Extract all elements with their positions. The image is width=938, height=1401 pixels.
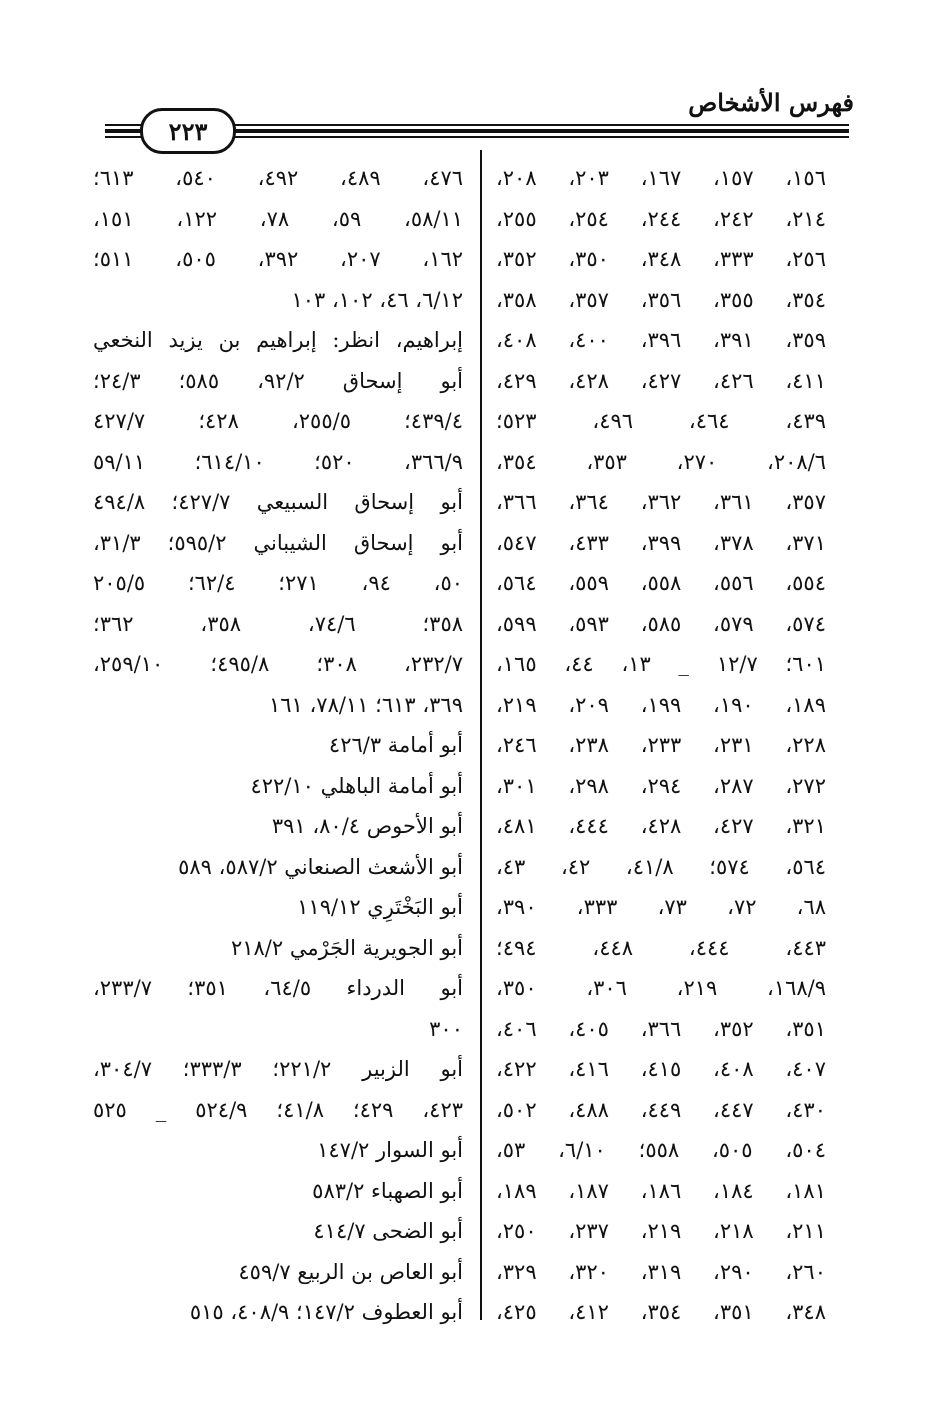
index-line: أبو العطوف ١٤٧/٢؛ ٤٠٨/٩، ٥١٥ bbox=[189, 1300, 463, 1324]
index-line: ٣٥١، ٣٥٢، ٣٦٦، ٤٠٥، ٤٠٦، bbox=[496, 1016, 826, 1041]
index-line: ٦٨، ٧٢، ٧٣، ٣٣٣، ٣٩٠، bbox=[496, 895, 826, 919]
page-number-badge bbox=[140, 108, 236, 154]
index-line: ٣٤٨، ٣٥١، ٣٥٤، ٤١٢، ٤٢٥، bbox=[496, 1300, 826, 1324]
index-line: ٣٥٨؛ ٧٤/٦، ٣٥٨، ٣٦٢؛ bbox=[93, 611, 463, 636]
index-line: إبراهيم، انظر: إبراهيم بن يزيد النخعي bbox=[93, 328, 463, 352]
index-line: ٤٣٩، ٤٦٤، ٤٩٦، ٥٢٣؛ bbox=[496, 409, 826, 433]
index-line: أبو السوار ١٤٧/٢ bbox=[317, 1138, 463, 1162]
index-line: ٤٣٠، ٤٤٧، ٤٤٩، ٤٨٨، ٥٠٢، bbox=[496, 1097, 826, 1122]
index-line: ٢١٤، ٢٤٢، ٢٤٤، ٢٥٤، ٢٥٥، bbox=[496, 206, 826, 231]
index-line: ٣٥٤، ٣٥٥، ٣٥٦، ٣٥٧، ٣٥٨، bbox=[496, 287, 826, 312]
index-line: ٣٢١، ٤٢٧، ٤٢٨، ٤٤٤، ٤٨١، bbox=[496, 814, 826, 838]
index-line: ٢٠٨/٦، ٢٧٠، ٣٥٣، ٣٥٤، bbox=[496, 449, 826, 474]
index-line: ١٨٩، ١٩٠، ١٩٩، ٢٠٩، ٢١٩، bbox=[496, 692, 826, 717]
index-line: ٥٧٤، ٥٧٩، ٥٨٥، ٥٩٣، ٥٩٩، bbox=[496, 611, 826, 636]
right-column bbox=[496, 158, 826, 1333]
page-number: ٢٢٣ bbox=[168, 116, 208, 146]
index-line: ٢١١، ٢١٨، ٢١٩، ٢٣٧، ٢٥٠، bbox=[496, 1219, 826, 1243]
index-line: ٥٥٤، ٥٥٦، ٥٥٨، ٥٥٩، ٥٦٤، bbox=[496, 571, 826, 595]
index-line: أبو البَخْتَرِي ١١٩/١٢ bbox=[297, 895, 463, 919]
index-line: ٣٦٩، ٦١٣؛ ٧٨/١١، ١٦١ bbox=[269, 692, 463, 717]
index-line: ٢٦٠، ٢٩٠، ٣١٩، ٣٢٠، ٣٢٩، bbox=[496, 1259, 826, 1284]
index-line: ٣٧١، ٣٧٨، ٣٩٩، ٤٣٣، ٥٤٧، bbox=[496, 530, 826, 555]
index-line: ٤٤٣، ٤٤٤، ٤٤٨، ٤٩٤؛ bbox=[496, 935, 826, 960]
index-line: ١٨١، ١٨٤، ١٨٦، ١٨٧، ١٨٩، bbox=[496, 1178, 826, 1203]
index-line: أبو إسحاق الشيباني ٥٩٥/٢؛ ٣١/٣، bbox=[93, 530, 463, 555]
index-line: ٦٠١؛ ١٢/٧ _ ١٣، ٤٤، ١٦٥، bbox=[496, 652, 826, 676]
index-line: ٥٨/١١، ٥٩، ٧٨، ١٢٢، ١٥١، bbox=[93, 206, 463, 231]
index-line: ١٦٢، ٢٠٧، ٣٩٢، ٥٠٥، ٥١١؛ bbox=[93, 247, 463, 271]
index-line: ٣٥٩، ٣٩١، ٣٩٦، ٤٠٠، ٤٠٨، bbox=[496, 328, 826, 352]
index-line: ٤٧٦، ٤٨٩، ٤٩٢، ٥٤٠، ٦١٣؛ bbox=[93, 166, 463, 190]
index-line: أبو أمامة ٤٢٦/٣ bbox=[328, 733, 463, 757]
index-line: أبو الصهباء ٥٨٣/٢ bbox=[312, 1178, 463, 1203]
index-line: ٤٢٣، ٤٢٩؛ ٤١/٨؛ ٥٢٤/٩ _ ٥٢٥ bbox=[93, 1097, 463, 1122]
index-line: أبو أمامة الباهلي ٤٢٢/١٠ bbox=[250, 773, 463, 798]
index-line: ٢٥٦، ٣٣٣، ٣٤٨، ٣٥٠، ٣٥٢، bbox=[496, 247, 826, 271]
index-line: ٥٦٤، ٥٧٤؛ ٤١/٨، ٤٢، ٤٣، bbox=[496, 854, 826, 879]
index-line: ٥٠٤، ٥٠٥، ٥٥٨؛ ٦/١٠، ٥٣، bbox=[496, 1138, 826, 1162]
index-line: أبو إسحاق السبيعي ٤٢٧/٧؛ ٤٩٤/٨ bbox=[93, 490, 463, 514]
index-line: ٢٧٢، ٢٨٧، ٢٩٤، ٢٩٨، ٣٠١، bbox=[496, 773, 826, 798]
index-line: ٢٣٢/٧، ٣٠٨؛ ٤٩٥/٨؛ ٢٥٩/١٠، bbox=[93, 652, 463, 676]
index-line: أبو الجويرية الجَرْمي ٢١٨/٢ bbox=[230, 935, 463, 960]
index-line: ٦/١٢، ٤٦، ١٠٢، ١٠٣ bbox=[291, 287, 463, 312]
index-line: ٢٢٨، ٢٣١، ٢٣٣، ٢٣٨، ٢٤٦، bbox=[496, 733, 826, 757]
left-column bbox=[93, 158, 463, 1333]
index-line: ٣٠٠ bbox=[429, 1016, 463, 1041]
index-line: ٤١١، ٤٢٦، ٤٢٧، ٤٢٨، ٤٢٩، bbox=[496, 368, 826, 393]
index-line: ٤٣٩/٤؛ ٢٥٥/٥، ٤٢٨؛ ٤٢٧/٧ bbox=[93, 409, 463, 433]
index-line: أبو الأحوص ٨٠/٤، ٣٩١ bbox=[271, 814, 463, 838]
index-line: أبو الدرداء ٦٤/٥، ٣٥١؛ ٢٣٣/٧، bbox=[93, 976, 463, 1000]
index-line: ١٦٨/٩، ٢١٩، ٣٠٦، ٣٥٠، bbox=[496, 976, 826, 1000]
index-line: أبو إسحاق ٩٢/٢، ٥٨٥؛ ٢٤/٣؛ bbox=[93, 368, 463, 393]
index-line: ٣٥٧، ٣٦١، ٣٦٢، ٣٦٤، ٣٦٦، bbox=[496, 490, 826, 514]
index-line: ٥٠، ٩٤، ٢٧١؛ ٦٢/٤؛ ٢٠٥/٥ bbox=[93, 571, 463, 595]
index-line: ١٥٦، ١٥٧، ١٦٧، ٢٠٣، ٢٠٨، bbox=[496, 166, 826, 190]
page-title: فهرس الأشخاص bbox=[688, 88, 854, 117]
index-line: أبو الزبير ٢٢١/٢؛ ٣٣٣/٣؛ ٣٠٤/٧، bbox=[93, 1057, 463, 1081]
index-line: ٤٠٧، ٤٠٨، ٤١٥، ٤١٦، ٤٢٢، bbox=[496, 1057, 826, 1081]
column-divider bbox=[480, 150, 482, 1320]
index-line: أبو الأشعث الصنعاني ٥٨٧/٢، ٥٨٩ bbox=[178, 854, 463, 879]
index-line: ٣٦٦/٩، ٥٢٠؛ ٦١٤/١٠؛ ٥٩/١١ bbox=[93, 449, 463, 474]
index-line: أبو الضحى ٤١٤/٧ bbox=[313, 1219, 463, 1243]
index-line: أبو العاص بن الربيع ٤٥٩/٧ bbox=[238, 1259, 463, 1284]
